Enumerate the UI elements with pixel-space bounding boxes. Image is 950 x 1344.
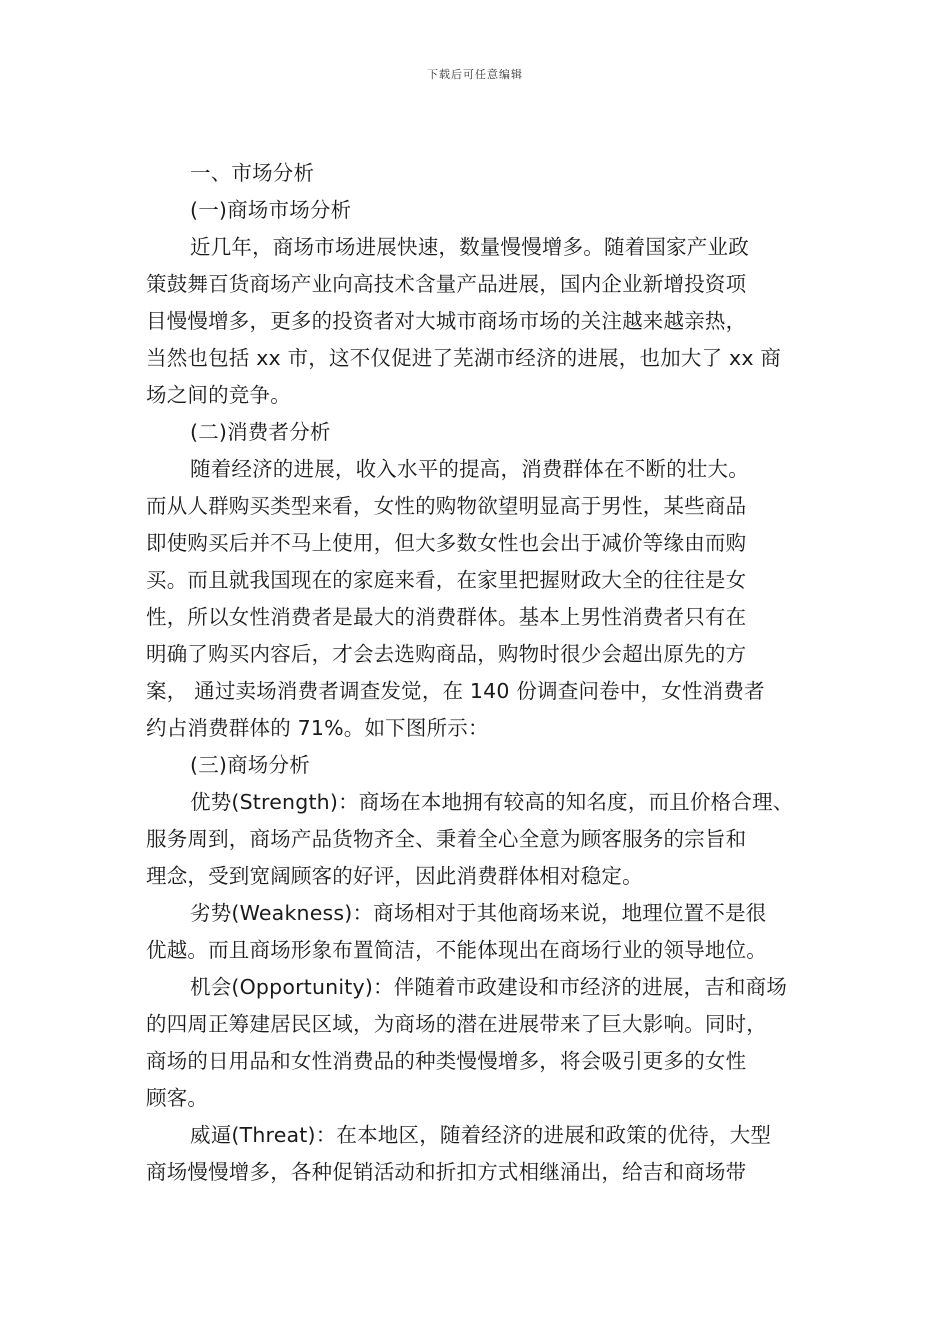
text-line: 目慢慢增多，更多的投资者对大城市商场市场的关注越来越亲热， bbox=[146, 309, 747, 333]
text-line: 性，所以女性消费者是最大的消费群体。基本上男性消费者只有在 bbox=[146, 605, 747, 629]
document-body bbox=[146, 155, 808, 1191]
text-line: 当然也包括 xx 市，这不仅促进了芜湖市经济的进展，也加大了 xx 商 bbox=[146, 346, 782, 370]
text-line: 案， 通过卖场消费者调查发觉，在 140 份调查问卷中，女性消费者 bbox=[146, 679, 765, 703]
text-line: 威逼(Threat)：在本地区，随着经济的进展和政策的优待，大型 bbox=[190, 1123, 772, 1147]
text-line: 而从人群购买类型来看，女性的购物欲望明显高于男性，某些商品 bbox=[146, 494, 747, 518]
text-line: 优越。而且商场形象布置简洁，不能体现出在商场行业的领导地位。 bbox=[146, 938, 767, 962]
text-line: 近几年，商场市场进展快速，数量慢慢增多。随着国家产业政 bbox=[190, 235, 749, 259]
text-line: 的四周正筹建居民区域，为商场的潜在进展带来了巨大影响。同时， bbox=[146, 1012, 767, 1036]
text-line: 优势(Strength)：商场在本地拥有较高的知名度，而且价格合理、 bbox=[190, 790, 794, 814]
text-line: 商场慢慢增多，各种促销活动和折扣方式相继涌出，给吉和商场带 bbox=[146, 1160, 747, 1184]
text-line: 即使购买后并不马上使用，但大多数女性也会出于减价等缘由而购 bbox=[146, 531, 747, 555]
text-line: 一、市场分析 bbox=[190, 161, 315, 185]
text-line: 商场的日用品和女性消费品的种类慢慢增多，将会吸引更多的女性 bbox=[146, 1049, 747, 1073]
text-line: 机会(Opportunity)：伴随着市政建设和市经济的进展，吉和商场 bbox=[190, 975, 788, 999]
text-line: 约占消费群体的 71%。如下图所示： bbox=[146, 716, 489, 740]
text-line: 劣势(Weakness)：商场相对于其他商场来说，地理位置不是很 bbox=[190, 901, 767, 925]
page-header-note: 下载后可任意编辑 bbox=[427, 68, 523, 81]
text-line: (二)消费者分析 bbox=[190, 420, 331, 444]
text-line: 随着经济的进展，收入水平的提高，消费群体在不断的壮大。 bbox=[190, 457, 749, 481]
text-line: 服务周到，商场产品货物齐全、秉着全心全意为顾客服务的宗旨和 bbox=[146, 827, 747, 851]
text-line: 场之间的竞争。 bbox=[146, 383, 291, 407]
text-line: (一)商场市场分析 bbox=[190, 198, 352, 222]
text-line: 买。而且就我国现在的家庭来看，在家里把握财政大全的往往是女 bbox=[146, 568, 747, 592]
text-line: (三)商场分析 bbox=[190, 753, 310, 777]
text-line: 策鼓舞百货商场产业向高技术含量产品进展，国内企业新增投资项 bbox=[146, 272, 747, 296]
text-line: 理念，受到宽阔顾客的好评，因此消费群体相对稳定。 bbox=[146, 864, 643, 888]
text-line: 明确了购买内容后，才会去选购商品，购物时很少会超出原先的方 bbox=[146, 642, 747, 666]
text-line: 顾客。 bbox=[146, 1086, 209, 1110]
